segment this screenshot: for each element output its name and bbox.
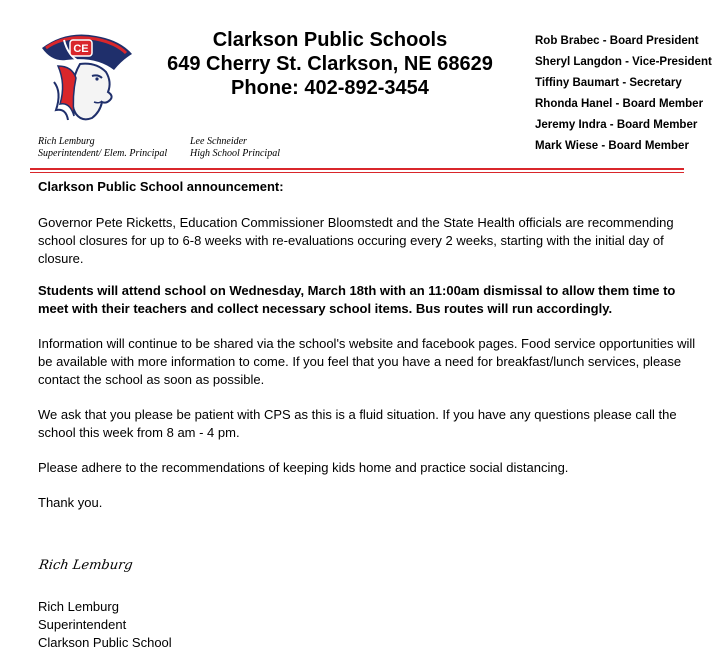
admin-title: Superintendent/ Elem. Principal bbox=[38, 148, 168, 159]
school-name: Clarkson Public Schools bbox=[212, 29, 448, 51]
paragraph: Please adhere to the recommendations of keeping kids home and practice social distancing. bbox=[38, 460, 569, 475]
logo-letters: CE bbox=[73, 43, 89, 55]
admin-superintendent bbox=[38, 136, 167, 160]
admin-title: High School Principal bbox=[190, 148, 280, 159]
board-member: Mark Wiese - Board Member bbox=[535, 140, 689, 152]
board-member: Rhonda Hanel - Board Member bbox=[535, 98, 704, 110]
letter-body bbox=[38, 178, 698, 512]
letter-heading: Clarkson Public School announcement: bbox=[38, 179, 284, 194]
closing: Thank you. bbox=[38, 495, 103, 510]
school-phone: Phone: 402-892-3454 bbox=[231, 77, 429, 99]
board-member: Rob Brabec - Board President bbox=[535, 35, 699, 47]
admin-name: Rich Lemburg bbox=[38, 136, 95, 147]
header-divider bbox=[30, 168, 684, 170]
handwritten-signature: Rich Lemburg bbox=[37, 558, 134, 573]
signer-title: Superintendent bbox=[38, 617, 127, 632]
patriot-logo bbox=[36, 26, 136, 126]
signer-org: Clarkson Public School bbox=[38, 635, 172, 650]
paragraph: Governor Pete Ricketts, Education Commissioner Bloomstedt and the State Health officials are recommending school closures for up to 6-8 weeks with re-evaluations occuring every 2 weeks, starting with the initial day of closure. bbox=[38, 215, 674, 266]
board-member: Tiffiny Baumart - Secretary bbox=[535, 77, 682, 89]
board-member: Sheryl Langdon - Vice-President bbox=[535, 56, 712, 68]
paragraph: We ask that you please be patient with CPS as this is a fluid situation. If you have any questions please call the school this week from 8 am - 4 pm. bbox=[38, 407, 677, 440]
school-address: 649 Cherry St. Clarkson, NE 68629 bbox=[167, 53, 493, 75]
school-header bbox=[150, 28, 510, 100]
board-member: Jeremy Indra - Board Member bbox=[535, 119, 698, 131]
signer-name: Rich Lemburg bbox=[38, 599, 119, 614]
board-list bbox=[535, 31, 725, 157]
paragraph: Information will continue to be shared via the school's website and facebook pages. Food service opportunities will be available with more information to come. If you feel that you have a need for breakfast/lunch services, please contact the school as soon as possible. bbox=[38, 336, 696, 387]
header-divider-thin bbox=[30, 172, 684, 173]
admin-name: Lee Schneider bbox=[190, 136, 247, 147]
admin-principal bbox=[190, 136, 280, 160]
paragraph-bold: Students will attend school on Wednesday, March 18th with an 11:00am dismissal to allow them time to meet with their teachers and collect necessary school items. Bus routes will run accordingly. bbox=[38, 283, 676, 316]
signature-block bbox=[38, 598, 172, 652]
